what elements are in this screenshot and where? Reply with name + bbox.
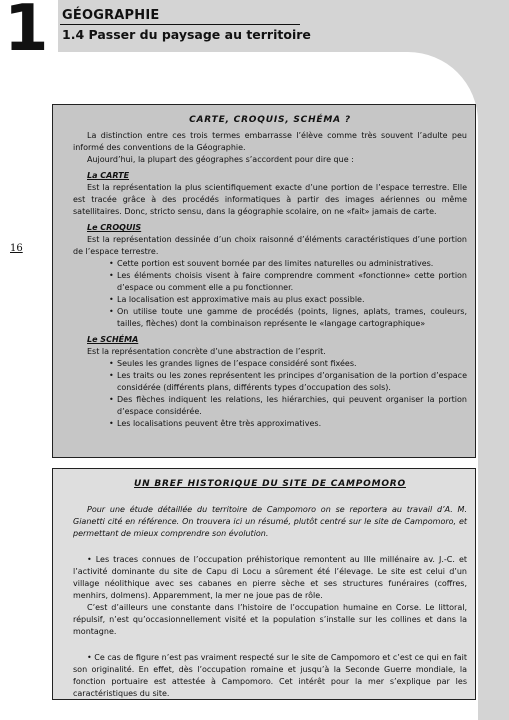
list-item: • Des flèches indiquent les relations, les hiérarchies, qui peuvent organiser la portion d’espace considérée. [117, 394, 467, 418]
history-box [52, 468, 476, 700]
header-rule [60, 24, 300, 25]
list-item: • Les éléments choisis visent à faire comprendre comment «fonctionne» cette portion d’espace ou comment elle a pu fonctionner. [117, 270, 467, 294]
section-title: 1.4 Passer du paysage au territoire [62, 27, 311, 42]
intro-paragraph: Aujourd’hui, la plupart des géographes s’accordent pour dire que : [87, 155, 354, 164]
list-item: • Cette portion est souvent bornée par des limites naturelles ou administratives. [117, 258, 467, 270]
list-item: • Les traits ou les zones représentent les principes d’organisation de la portion d’espace considérée (différents plans, différents types d’occupation des sols). [117, 370, 467, 394]
history-paragraph: • Ce cas de figure n’est pas vraiment respecté sur le site de Campomoro et c’est ce qui en fait son originalité. En effet, dès l’occupation romaine et jusqu’à la Seconde Guerre mondiale, la fonction portuaire est attestée à Campomoro. Cet intérêt pour la mer s’explique par les caractéristiques du site. [73, 653, 468, 698]
croquis-list [73, 258, 467, 330]
schema-heading: Le SCHÉMA [87, 335, 139, 344]
history-paragraph: • Les traces connues de l’occupation préhistorique remontent au IIIe millénaire av. J.-C. et l’activité dominante du site de Capu di Locu a sûrement été l’élevage. Le site est celui d’un village néolithique avec ses cabanes en pierre sèche et ses structures funéraires (coffres, menhirs, dolmens). Apparemment, la mer ne joue pas de rôle. [73, 555, 467, 600]
page-number: 16 [10, 243, 23, 254]
history-intro: Pour une étude détaillée du territoire de Campomoro on se reportera au travail d’A. M. Gianetti cité en référence. On trouvera ici un résumé, plutôt centré sur le site de Campomoro, et permettant de mieux comprendre son évolution. [73, 505, 467, 538]
chapter-title: GÉOGRAPHIE [62, 8, 160, 23]
history-paragraph: C’est d’ailleurs une constante dans l’histoire de l’occupation humaine en Corse. Le littoral, répulsif, n’est qu’occasionnellement visité et la population s’installe sur les collines et dans la montagne. [73, 603, 467, 636]
box-title: CARTE, CROQUIS, SCHÉMA ? [189, 115, 351, 125]
box-title: UN BREF HISTORIQUE DU SITE DE CAMPOMORO [134, 479, 406, 489]
list-item: • La localisation est approximative mais au plus exact possible. [117, 294, 467, 306]
intro-paragraph: La distinction entre ces trois termes embarrasse l’élève comme très souvent l’adulte peu informé des conventions de la Géographie. [73, 131, 467, 152]
carte-heading: La CARTE [87, 171, 130, 180]
list-item: • Les localisations peuvent être très approximatives. [117, 418, 467, 430]
list-item: • On utilise toute une gamme de procédés (points, lignes, aplats, trames, couleurs, tailles, flèches) dont la combinaison représente le «langage cartographique» [117, 306, 467, 330]
carte-text: Est la représentation la plus scientifiquement exacte d’une portion de l’espace terrestre. Elle est tracée grâce à des procédés informatiques à partir des images aériennes ou même satellitaires. Donc, stricto sensu, dans la géographie scolaire, on ne «fait» jamais de carte. [73, 183, 467, 216]
chapter-number: 1 [4, 0, 47, 66]
list-item: • Seules les grandes lignes de l’espace considéré sont fixées. [117, 358, 467, 370]
croquis-heading: Le CROQUIS [87, 223, 142, 232]
schema-text: Est la représentation concrète d’une abstraction de l’esprit. [87, 347, 326, 356]
croquis-text: Est la représentation dessinée d’un choix raisonné d’éléments caractéristiques d’une portion de l’espace terrestre. [73, 235, 467, 256]
schema-list [73, 358, 467, 430]
definition-box [52, 104, 476, 458]
page-header [0, 0, 509, 66]
